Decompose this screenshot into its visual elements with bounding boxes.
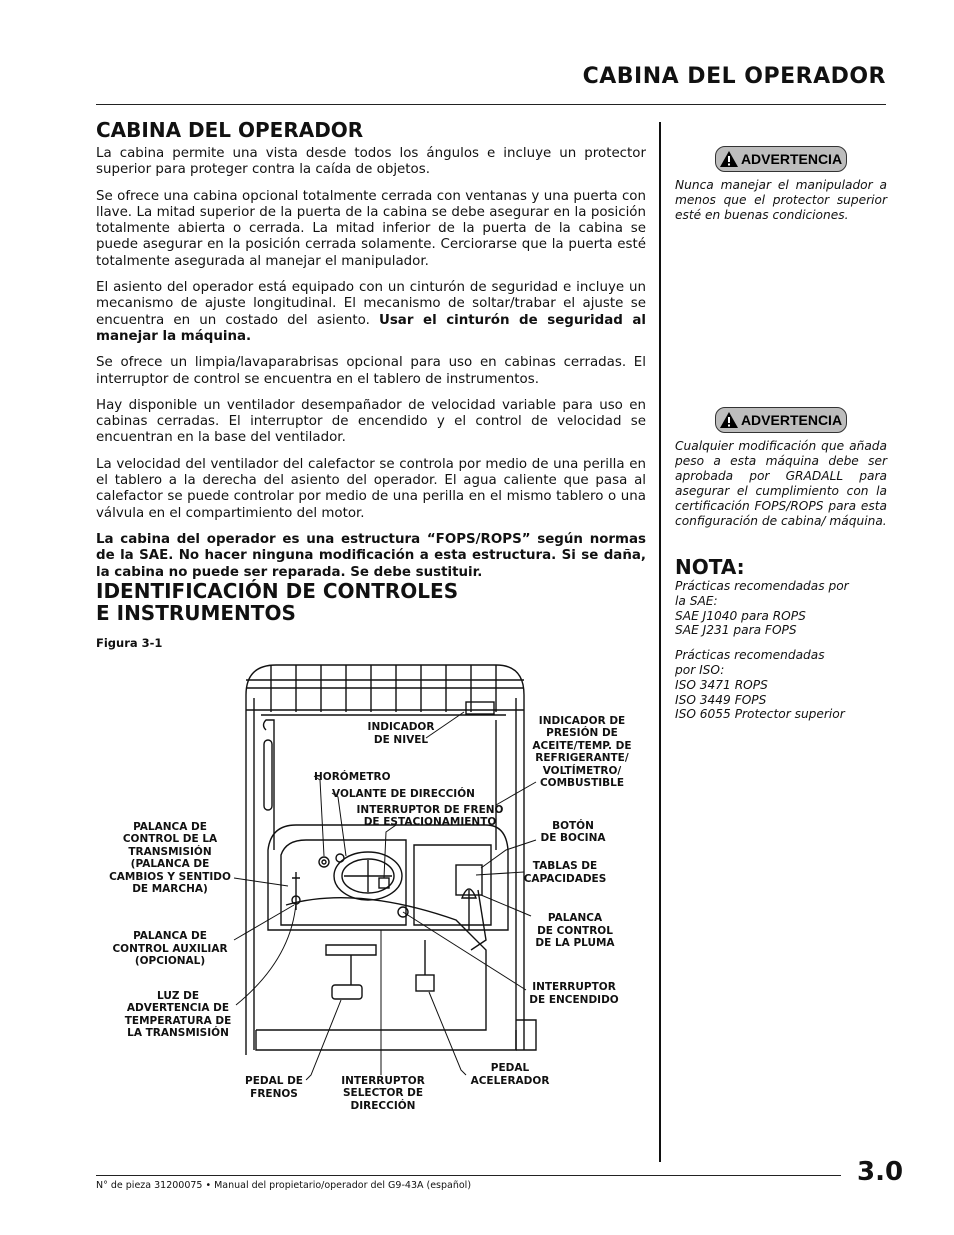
- label-boton-bocina: BOTÓN: [552, 820, 594, 832]
- label-palanca-pluma: PALANCA: [547, 912, 603, 924]
- label-luz-advertencia: LUZ DE: [157, 990, 199, 1002]
- label-pedal-acelerador: PEDAL: [490, 1062, 530, 1074]
- label-selector-direccion: INTERRUPTOR: [341, 1075, 425, 1087]
- section-heading: CABINA DEL OPERADOR: [96, 118, 364, 142]
- paragraph: Se ofrece una cabina opcional totalmente cerrada con ventanas y una puerta con llave. La mitad superior de la puerta de la cabina se debe asegurar en la posición totalmente abierta o cerrada. La mitad inferior de la puerta de la cabina se puede asegurar en la posición cerrada solamente. Cerciorarse que la puerta esté totalmente asegurada al manejar el manipulador.: [96, 188, 646, 269]
- warning-triangle-icon: [719, 411, 739, 429]
- label-luz-advertencia: TEMPERATURA DE: [124, 1015, 232, 1027]
- label-palanca-transmision: (PALANCA DE: [130, 858, 210, 870]
- diagram-labels: [109, 715, 632, 1112]
- section-controles: [96, 580, 646, 624]
- label-palanca-transmision: CAMBIOS Y SENTIDO: [109, 871, 231, 883]
- label-interruptor-encendido: INTERRUPTOR: [532, 981, 616, 993]
- nota-iso: [675, 648, 887, 722]
- column-divider: [659, 122, 661, 1162]
- label-indicador-presion: VOLTÍMETRO/: [542, 765, 622, 777]
- paragraph: Se ofrece un limpia/lavaparabrisas opcional para uso en cabinas cerradas. El interruptor de control se encuentra en el tablero de instrumentos.: [96, 355, 646, 387]
- label-pedal-frenos: FRENOS: [250, 1088, 298, 1100]
- nota-line: ISO 6055 Protector superior: [675, 707, 845, 722]
- label-indicador-nivel: INDICADOR: [367, 721, 435, 733]
- cab-diagram: [96, 650, 656, 1125]
- warning-label: ADVERTENCIA: [740, 412, 843, 428]
- brake-pedal-drawing: [332, 985, 362, 999]
- warning-triangle-icon: [719, 150, 739, 168]
- label-palanca-transmision: TRANSMISIÓN: [128, 846, 212, 858]
- label-indicador-presion: REFRIGERANTE/: [535, 752, 629, 764]
- label-indicador-presion: ACEITE/TEMP. DE: [532, 740, 632, 752]
- paragraph: Hay disponible un ventilador desempañador de velocidad variable para uso en cabinas cerradas. El interruptor de encendido y el control de velocidad se encuentran en la base del ventilador.: [96, 397, 646, 446]
- nota-line: ISO 3449 FOPS: [675, 692, 767, 707]
- footer-rule: [96, 1175, 841, 1176]
- footer-text: N° de pieza 31200075 • Manual del propietario/operador del G9-43A (español): [96, 1180, 472, 1191]
- label-selector-direccion: SELECTOR DE: [342, 1087, 424, 1099]
- seat-base-drawing: [326, 945, 376, 955]
- label-control-auxiliar: (OPCIONAL): [134, 955, 206, 967]
- page-title: CABINA DEL OPERADOR: [582, 64, 886, 89]
- figure-label: Figura 3-1: [96, 636, 163, 650]
- paragraph: [96, 280, 646, 345]
- label-horometro: HORÓMETRO: [314, 771, 391, 783]
- label-control-auxiliar: CONTROL AUXILIAR: [112, 943, 228, 955]
- label-palanca-transmision: DE MARCHA): [132, 883, 208, 895]
- nota-sae: [675, 579, 887, 638]
- label-tablas-capacidades: CAPACIDADES: [523, 873, 607, 885]
- label-palanca-transmision: PALANCA DE: [133, 821, 207, 833]
- paragraph: La velocidad del ventilador del calefactor se controla por medio de una perilla en el tablero a la derecha del asiento del operador. El agua caliente que pasa al calefactor se puede controlar por medio de una perilla en el mismo tablero o una válvula en el compartimiento del motor.: [96, 456, 646, 521]
- nota-line: Prácticas recomendadas: [675, 648, 825, 663]
- nota-line: Prácticas recomendadas por: [675, 579, 849, 593]
- paragraph: La cabina permite una vista desde todos los ángulos e incluye un protector superior para proteger contra la caída de objetos.: [96, 146, 646, 178]
- section-heading: [96, 580, 646, 624]
- label-indicador-presion: COMBUSTIBLE: [539, 777, 625, 789]
- nota-block: [675, 555, 887, 722]
- label-freno-estacionamiento: DE ESTACIONAMIENTO: [363, 816, 497, 828]
- label-freno-estacionamiento: INTERRUPTOR DE FRENO: [356, 804, 504, 816]
- heading-line: E INSTRUMENTOS: [96, 601, 296, 625]
- page-number: 3.0: [857, 1157, 904, 1187]
- nota-line: SAE J1040 para ROPS: [675, 608, 806, 623]
- paragraph-bold-text: La cabina del operador es una estructura “FOPS/ROPS” según normas de la SAE. No hacer ninguna modificación a esta estructura. Si se daña, la cabina no puede ser reparada. Se debe sustituir.: [96, 531, 646, 580]
- label-pedal-acelerador: ACELERADOR: [470, 1075, 550, 1087]
- nota-heading: NOTA:: [675, 555, 745, 579]
- label-indicador-presion: INDICADOR DE: [538, 715, 626, 727]
- label-indicador-presion: PRESIÓN DE: [546, 727, 618, 739]
- warning-badge: [715, 146, 847, 172]
- label-palanca-pluma: DE LA PLUMA: [535, 937, 615, 949]
- label-volante: VOLANTE DE DIRECCIÓN: [332, 788, 475, 800]
- sidebar: [675, 140, 887, 732]
- nota-line: la SAE:: [675, 593, 718, 608]
- section-cabina: [96, 118, 646, 591]
- label-control-auxiliar: PALANCA DE: [133, 930, 207, 942]
- label-boton-bocina: DE BOCINA: [540, 832, 606, 844]
- warning-text: Cualquier modificación que añada peso a esta máquina debe ser aprobada por GRADALL para asegurar el cumplimiento con la certificación FOPS/ROPS para esta configuración de cabina/ máquina.: [675, 439, 887, 528]
- warning-block: [675, 407, 887, 433]
- paragraph-text: El asiento del operador está equipado con un cinturón de seguridad e incluye un mecanismo de ajuste longitudinal. El mecanismo de soltar/trabar el ajuste se encuentra en un costado del asiento.: [96, 280, 646, 328]
- nota-line: SAE J231 para FOPS: [675, 623, 797, 638]
- page-header: [96, 64, 886, 105]
- heading-line: IDENTIFICACIÓN DE CONTROLES: [96, 579, 459, 603]
- warning-text: Nunca manejar el manipulador a menos que el protector superior esté en buenas condiciones.: [675, 178, 887, 222]
- label-luz-advertencia: ADVERTENCIA DE: [126, 1002, 230, 1014]
- warning-badge: [715, 407, 847, 433]
- label-indicador-nivel: DE NIVEL: [373, 734, 429, 746]
- label-palanca-transmision: CONTROL DE LA: [122, 833, 218, 845]
- label-palanca-pluma: DE CONTROL: [537, 925, 613, 937]
- label-interruptor-encendido: DE ENCENDIDO: [529, 994, 619, 1006]
- label-tablas-capacidades: TABLAS DE: [532, 860, 598, 872]
- nota-line: ISO 3471 ROPS: [675, 677, 768, 692]
- nota-line: por ISO:: [675, 662, 725, 677]
- label-luz-advertencia: LA TRANSMISIÓN: [127, 1027, 229, 1039]
- paragraph-bold-text: Usar el cinturón de seguridad al manejar la máquina.: [96, 312, 646, 344]
- label-pedal-frenos: PEDAL DE: [245, 1075, 303, 1087]
- warning-label: ADVERTENCIA: [740, 151, 843, 167]
- paragraph-bold: [96, 532, 646, 581]
- accelerator-pedal-drawing: [416, 975, 434, 991]
- warning-block: [675, 146, 887, 172]
- level-gauge-drawing: [466, 702, 494, 714]
- label-selector-direccion: DIRECCIÓN: [350, 1100, 416, 1112]
